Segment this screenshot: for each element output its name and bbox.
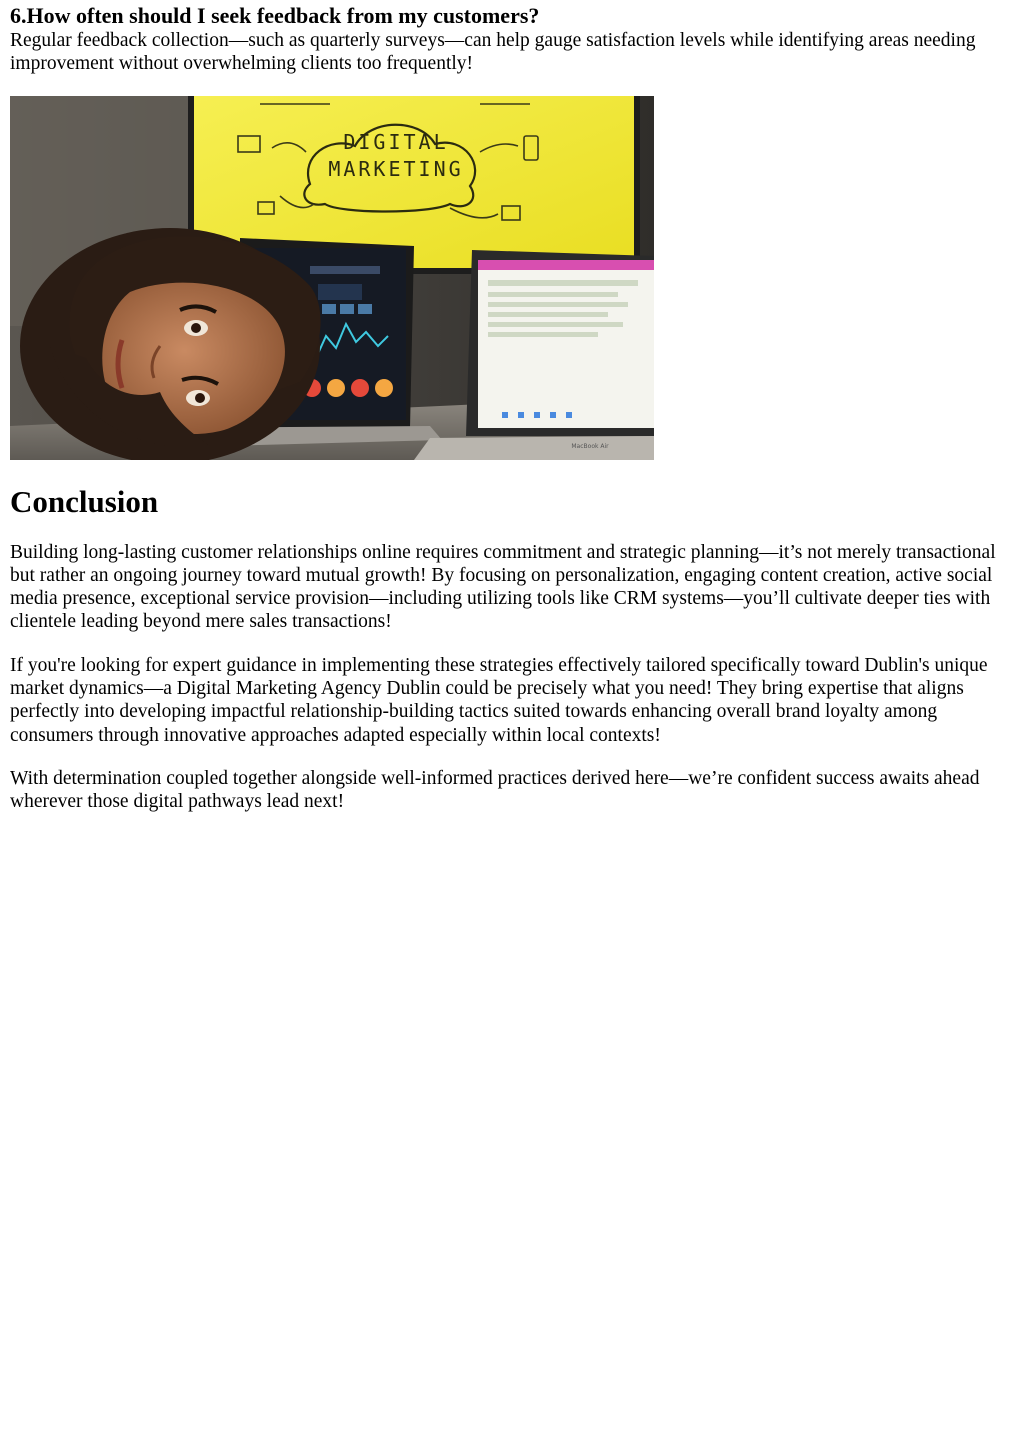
- conclusion-paragraph-1: Building long-lasting customer relationships online requires commitment and strategic planning—it’s not merely transactional but rather an ongoing journey toward mutual growth! By focusing on personalization, engaging content creation, active social media presence, exceptional service provision—including utilizing tools like CRM systems—you’ll cultivate deeper ties with clientele leading beyond mere sales transactions!: [10, 541, 996, 633]
- article-page: [0, 3, 1024, 814]
- photo-illustration: [10, 96, 654, 460]
- faq-answer-text: Regular feedback collection—such as quarterly surveys—can help gauge satisfaction levels while identifying areas needing improvement without overwhelming clients too frequently!: [10, 30, 976, 75]
- conclusion-paragraph-2: If you're looking for expert guidance in implementing these strategies effectively tailored specifically toward Dublin's unique market dynamics—a Digital Marketing Agency Dublin could be precisely what you need! They bring expertise that aligns perfectly into developing impactful relationship-building tactics suited towards enhancing overall brand loyalty among consumers through innovative approaches adapted especially within local contexts!: [10, 654, 988, 746]
- faq-question-heading: 6.How often should I seek feedback from my customers?: [10, 3, 540, 28]
- right-laptop-base: [414, 436, 654, 460]
- person-head: [20, 228, 321, 460]
- conclusion-paragraph-3: With determination coupled together alongside well-informed practices derived here—we’re confident success awaits ahead wherever those digital pathways lead next!: [10, 767, 980, 813]
- digital-marketing-photo: [10, 96, 654, 460]
- screen-text-marketing: MARKETING: [328, 156, 464, 181]
- screen-text-digital: DIGITAL: [343, 129, 449, 154]
- conclusion-heading: Conclusion: [10, 483, 159, 519]
- laptop-brand-label: MacBook Air: [571, 442, 609, 450]
